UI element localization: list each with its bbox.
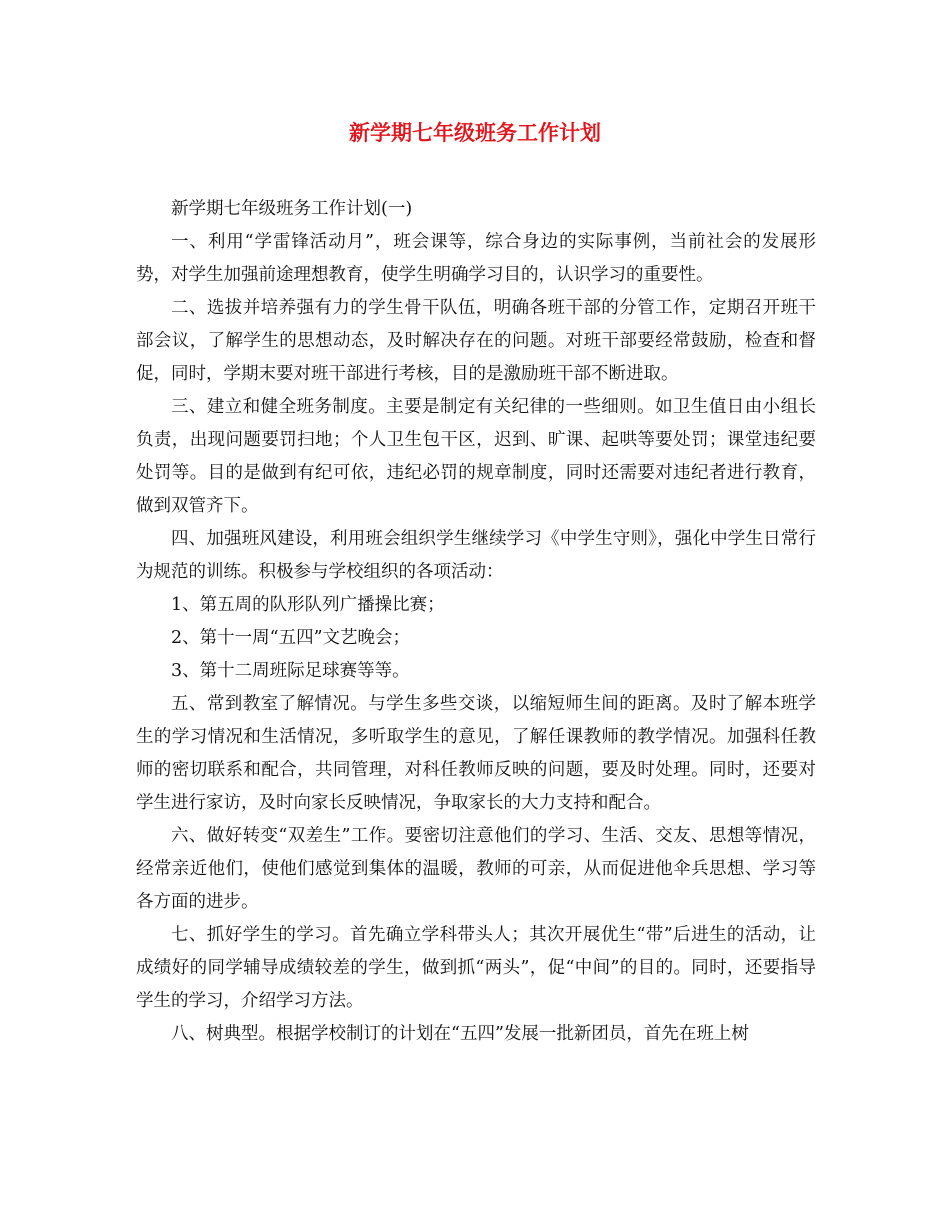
- paragraph-item-5: 五、常到教室了解情况。与学生多些交谈，以缩短师生间的距离。及时了解本班学生的学习情况和生活情况，多听取学生的意见，了解任课教师的教学情况。加强科任教师的密切联系和配合，共同管理，对科任教师反映的问题，要及时处理。同时，还要对学生进行家访，及时向家长反映情况，争取家长的大力支持和配合。: [136, 694, 816, 813]
- document-title: 新学期七年级班务工作计划: [349, 120, 601, 145]
- paragraph-item-3: 三、建立和健全班务制度。主要是制定有关纪律的一些细则。如卫生值日由小组长负责，出现问题要罚扫地；个人卫生包干区，迟到、旷课、起哄等要处罚；课堂违纪要处罚等。目的是做到有纪可依，违纪必罚的规章制度，同时还需要对违纪者进行教育，做到双管齐下。: [136, 397, 816, 516]
- paragraph-item-7: 七、抓好学生的学习。首先确立学科带头人；其次开展优生“带”后进生的活动，让成绩好的同学辅导成绩较差的学生，做到抓“两头”，促“中间”的目的。同时，还要指导学生的学习，介绍学习方法。: [136, 925, 816, 1011]
- paragraph-subtitle: 新学期七年级班务工作计划(一): [171, 199, 413, 219]
- document-body: [136, 193, 816, 1051]
- paragraph-item-2: 二、选拔并培养强有力的学生骨干队伍，明确各班干部的分管工作，定期召开班干部会议，了解学生的思想动态，及时解决存在的问题。对班干部要经常鼓励，检查和督促，同时，学期末要对班干部进行考核，目的是激励班干部不断进取。: [136, 298, 816, 384]
- paragraph-item-6: 六、做好转变“双差生”工作。要密切注意他们的学习、生活、交友、思想等情况，经常亲近他们，使他们感觉到集体的温暖，教师的可亲，从而促进他伞兵思想、学习等各方面的进步。: [136, 826, 816, 912]
- paragraph-activity-3: 3、第十二周班际足球赛等等。: [171, 661, 410, 681]
- paragraph-item-8: 八、树典型。根据学校制订的计划在“五四”发展一批新团员，首先在班上树: [171, 1024, 749, 1044]
- paragraph-item-1: 一、利用“学雷锋活动月”，班会课等，综合身边的实际事例，当前社会的发展形势，对学生加强前途理想教育，使学生明确学习目的，认识学习的重要性。: [136, 232, 816, 285]
- paragraph-activity-1: 1、第五周的队形队列广播操比赛；: [171, 595, 445, 615]
- paragraph-activity-2: 2、第十一周“五四”文艺晚会；: [171, 628, 411, 648]
- paragraph-item-4: 四、加强班风建设，利用班会组织学生继续学习《中学生守则》，强化中学生日常行为规范的训练。积极参与学校组织的各项活动：: [136, 529, 816, 582]
